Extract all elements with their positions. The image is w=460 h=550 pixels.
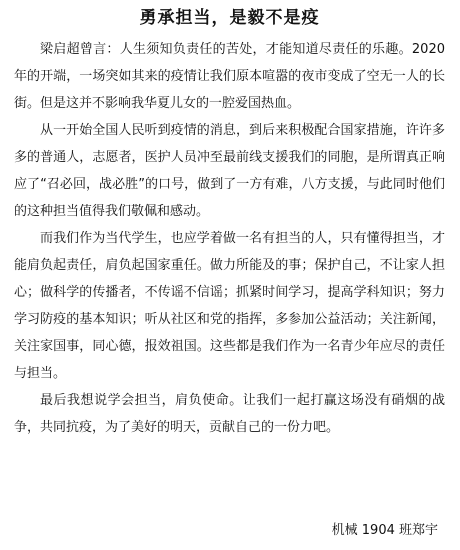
paragraph-3: 而我们作为当代学生，也应学着做一名有担当的人，只有懂得担当，才能肩负起责任，肩负起国家重任。做力所能及的事；保护自己，不让家人担心；做科学的传播者，不传谣不信谣；抓紧时间学习，提高学科知识；努力学习防疫的基本知识；听从社区和党的指挥，多参加公益活动；关注新闻，关注家国事，同心德，报效祖国。这些都是我们作为一名青少年应尽的责任与担当。 <box>14 231 445 381</box>
paragraph-1: 梁启超曾言：人生须知负责任的苦处，才能知道尽责任的乐趣。2020年的开端，一场突如其来的疫情让我们原本喧嚣的夜市变成了空无一人的长街。但是这并不影响我华夏儿女的一腔爱国热血。 <box>14 42 445 111</box>
essay-title: 勇承担当，是毅不是疫 <box>139 8 320 28</box>
paragraph-4: 最后我想说学会担当，肩负使命。让我们一起打赢这场没有硝烟的战争，共同抗疫，为了美好的明天，贡献自己的一份力吧。 <box>14 393 445 435</box>
author-signature: 机械 1904 班郑宇 <box>331 523 438 538</box>
paragraph-2: 从一开始全国人民听到疫情的消息，到后来积极配合国家措施，许许多多的普通人，志愿者，医护人员冲至最前线支援我们的同胞，是所谓真正响应了“召必回，战必胜”的口号，做到了一方有难，八方支援，与此同时他们的这种担当值得我们敬佩和感动。 <box>14 123 445 219</box>
